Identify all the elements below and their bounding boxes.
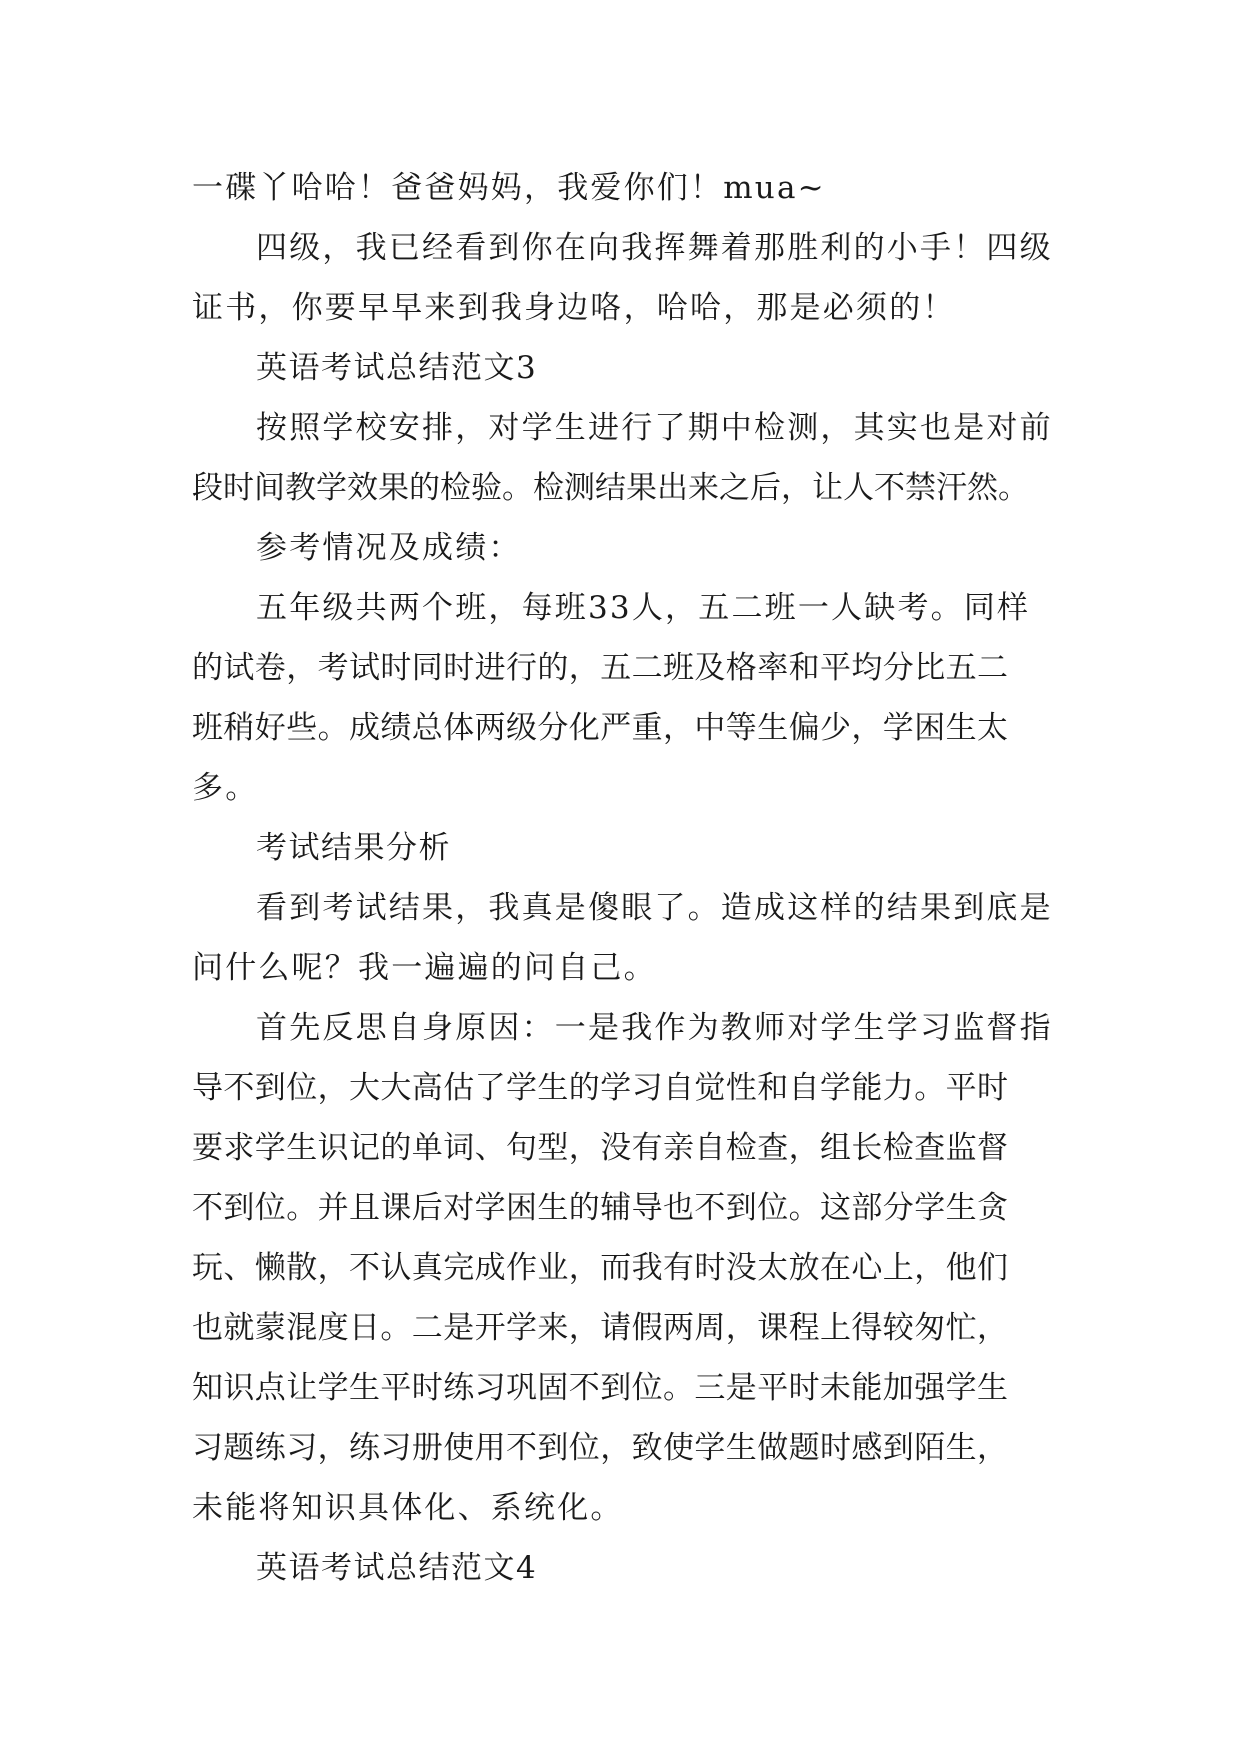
paragraph-line: 也就蒙混度日。二是开学来，请假两周，课程上得较匆忙， — [192, 1310, 1009, 1346]
paragraph-line: 的试卷，考试时同时进行的，五二班及格率和平均分比五二 — [192, 650, 1009, 686]
section-subheading: 考试结果分析 — [256, 830, 451, 866]
paragraph-line: 知识点让学生平时练习巩固不到位。三是平时未能加强学生 — [192, 1370, 1009, 1406]
paragraph-line: 五年级共两个班，每班33人，五二班一人缺考。同样 — [256, 590, 1031, 626]
paragraph-line: 习题练习，练习册使用不到位，致使学生做题时感到陌生， — [192, 1430, 1009, 1466]
paragraph-line: 按照学校安排，对学生进行了期中检测，其实也是对前 — [256, 410, 1053, 446]
paragraph-line: 问什么呢？我一遍遍的问自己。 — [192, 950, 657, 986]
paragraph-line: 不到位。并且课后对学困生的辅导也不到位。这部分学生贪 — [192, 1190, 1009, 1226]
paragraph-line: 一碟丫哈哈！爸爸妈妈，我爱你们！mua~ — [192, 170, 826, 206]
paragraph-line: 要求学生识记的单词、句型，没有亲自检查，组长检查监督 — [192, 1130, 1009, 1166]
paragraph-line: 证书，你要早早来到我身边咯，哈哈，那是必须的！ — [192, 290, 956, 326]
paragraph-line: 玩、懒散，不认真完成作业，而我有时没太放在心上，他们 — [192, 1250, 1009, 1286]
section-heading: 英语考试总结范文3 — [256, 350, 538, 386]
paragraph-line: 参考情况及成绩： — [256, 530, 522, 566]
paragraph-line: 多。 — [192, 770, 259, 806]
paragraph-line: 看到考试结果，我真是傻眼了。造成这样的结果到底是 — [256, 890, 1053, 926]
paragraph-line: 班稍好些。成绩总体两级分化严重，中等生偏少，学困生太 — [192, 710, 1009, 746]
paragraph-line: 首先反思自身原因：一是我作为教师对学生学习监督指 — [256, 1010, 1053, 1046]
paragraph-line: 四级，我已经看到你在向我挥舞着那胜利的小手！四级 — [256, 230, 1053, 266]
document-body — [192, 158, 1064, 1598]
section-heading: 英语考试总结范文4 — [256, 1550, 538, 1586]
paragraph-line: 未能将知识具体化、系统化。 — [192, 1490, 624, 1526]
paragraph-line: 导不到位，大大高估了学生的学习自觉性和自学能力。平时 — [192, 1070, 1009, 1106]
paragraph-line: 段时间教学效果的检验。检测结果出来之后，让人不禁汗然。 — [192, 470, 1029, 506]
